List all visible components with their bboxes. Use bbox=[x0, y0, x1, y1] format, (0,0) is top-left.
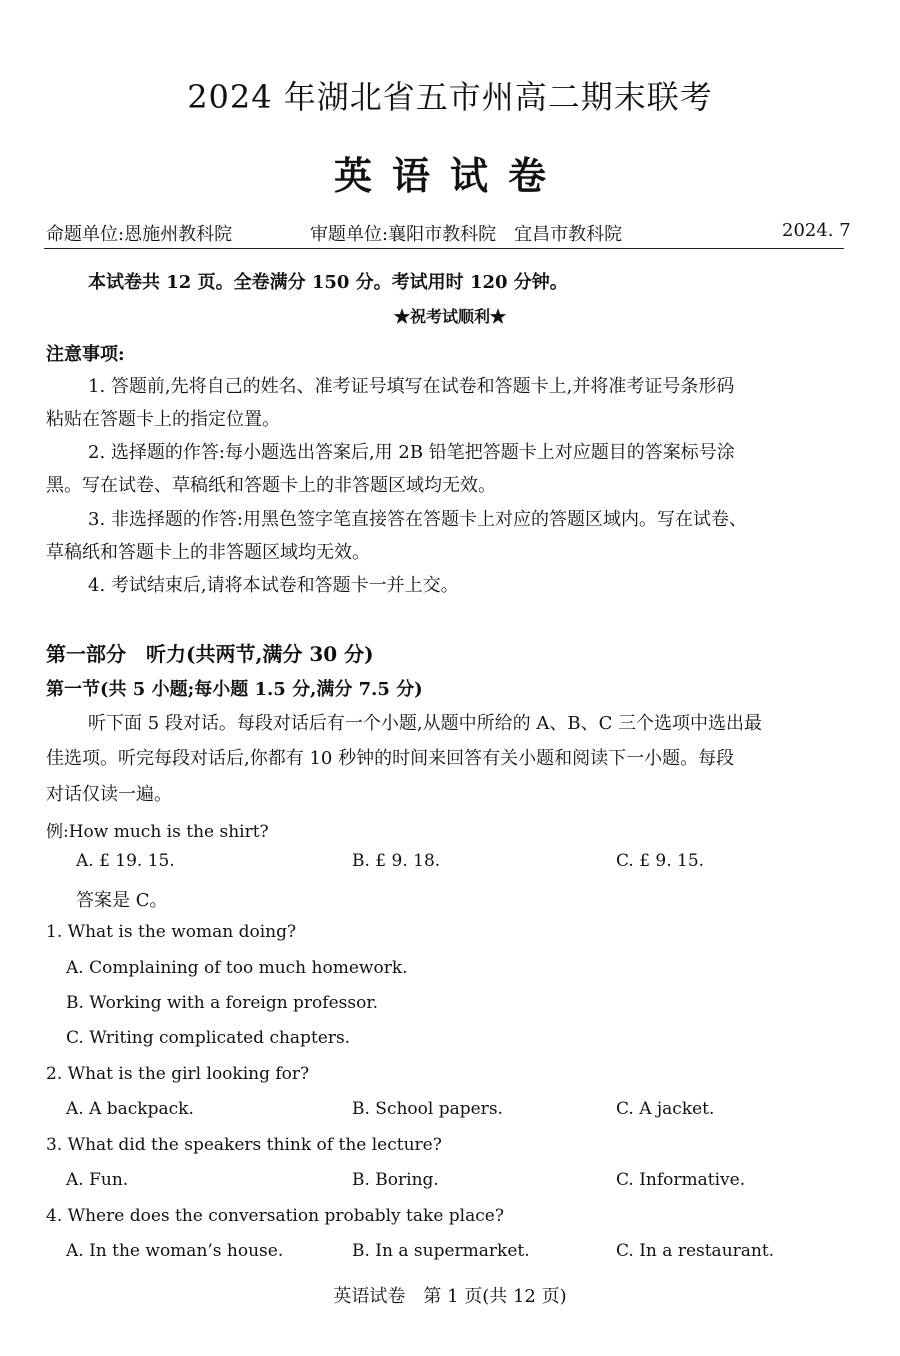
question-2-option-c: C. A jacket. bbox=[616, 1099, 715, 1119]
page-title: 2024 年湖北省五市州高二期末联考 bbox=[187, 78, 713, 116]
example-question: 例:How much is the shirt? bbox=[46, 822, 269, 842]
instruction-line-1: 听下面 5 段对话。每段对话后有一个小题,从题中所给的 A、B、C 三个选项中选出最 bbox=[88, 713, 763, 734]
question-4-option-c: C. In a restaurant. bbox=[616, 1241, 775, 1261]
notice-item-3-line-2: 草稿纸和答题卡上的非答题区域均无效。 bbox=[46, 542, 370, 563]
question-2-option-a: A. A backpack. bbox=[66, 1099, 194, 1119]
question-1-option-b: B. Working with a foreign professor. bbox=[66, 993, 378, 1013]
example-option-a: A. £ 19. 15. bbox=[76, 851, 175, 871]
exam-info: 本试卷共 12 页。全卷满分 150 分。考试用时 120 分钟。 bbox=[88, 272, 568, 293]
example-option-c: C. £ 9. 15. bbox=[616, 851, 705, 871]
notice-item-1-line-2: 粘贴在答题卡上的指定位置。 bbox=[46, 409, 280, 430]
section1-heading: 第一节(共 5 小题;每小题 1.5 分,满分 7.5 分) bbox=[46, 679, 423, 700]
subject-title: 英语试卷 bbox=[333, 153, 566, 198]
notice-item-1-line-1: 1. 答题前,先将自己的姓名、准考证号填写在试卷和答题卡上,并将准考证号条形码 bbox=[88, 376, 735, 397]
part1-heading: 第一部分 听力(共两节,满分 30 分) bbox=[46, 642, 374, 666]
notice-item-4: 4. 考试结束后,请将本试卷和答题卡一并上交。 bbox=[88, 575, 459, 596]
notice-item-3-line-1: 3. 非选择题的作答:用黑色签字笔直接答在答题卡上对应的答题区域内。写在试卷、 bbox=[88, 509, 747, 530]
page-footer: 英语试卷 第 1 页(共 12 页) bbox=[333, 1286, 567, 1307]
notice-item-2-line-2: 黑。写在试卷、草稿纸和答题卡上的非答题区域均无效。 bbox=[46, 475, 496, 496]
question-3-stem: 3. What did the speakers think of the lecture? bbox=[46, 1135, 442, 1155]
unit-author: 命题单位:恩施州教科院 bbox=[46, 224, 233, 245]
question-3-option-a: A. Fun. bbox=[66, 1170, 129, 1190]
notice-heading: 注意事项: bbox=[46, 344, 125, 365]
example-answer: 答案是 C。 bbox=[76, 890, 168, 911]
question-3-option-c: C. Informative. bbox=[616, 1170, 746, 1190]
blessing-line: ★祝考试顺利★ bbox=[393, 307, 506, 326]
question-1-option-a: A. Complaining of too much homework. bbox=[66, 958, 408, 978]
example-option-b: B. £ 9. 18. bbox=[352, 851, 441, 871]
instruction-line-3: 对话仅读一遍。 bbox=[46, 784, 172, 805]
question-4-option-a: A. In the woman’s house. bbox=[66, 1241, 284, 1261]
question-1-option-c: C. Writing complicated chapters. bbox=[66, 1028, 351, 1048]
question-2-option-b: B. School papers. bbox=[352, 1099, 503, 1119]
header-divider bbox=[44, 248, 844, 249]
question-2-stem: 2. What is the girl looking for? bbox=[46, 1064, 310, 1084]
question-4-stem: 4. Where does the conversation probably take place? bbox=[46, 1206, 504, 1226]
unit-reviewer: 审题单位:襄阳市教科院 宜昌市教科院 bbox=[310, 224, 623, 245]
question-4-option-b: B. In a supermarket. bbox=[352, 1241, 530, 1261]
notice-item-2-line-1: 2. 选择题的作答:每小题选出答案后,用 2B 铅笔把答题卡上对应题目的答案标号涂 bbox=[88, 442, 735, 463]
question-1-stem: 1. What is the woman doing? bbox=[46, 922, 297, 942]
instruction-line-2: 佳选项。听完每段对话后,你都有 10 秒钟的时间来回答有关小题和阅读下一小题。每段 bbox=[46, 748, 735, 769]
exam-date: 2024. 7 bbox=[782, 220, 851, 241]
question-3-option-b: B. Boring. bbox=[352, 1170, 439, 1190]
